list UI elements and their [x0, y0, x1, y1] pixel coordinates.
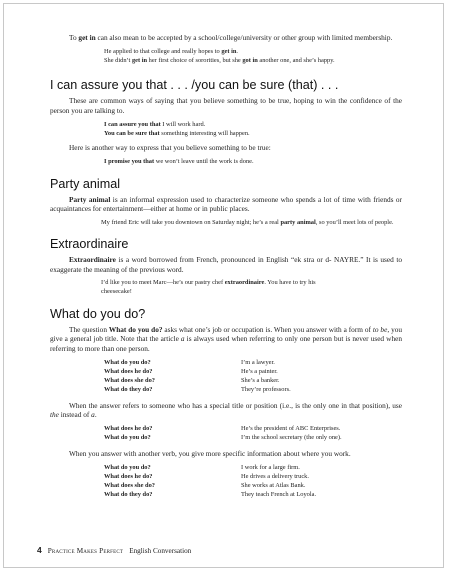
assure-example-2: You can be sure that something interesting will happen. [104, 129, 250, 137]
answer: I’m the school secretary (the only one). [241, 434, 342, 442]
page [3, 3, 444, 568]
assure-example-1: I can assure you that I will work hard. [104, 121, 206, 129]
answer: He’s a painter. [241, 367, 278, 375]
series-title: Practice Makes Perfect [47, 547, 124, 555]
heading-party-animal: Party animal [50, 177, 120, 192]
question: What do they do? [104, 385, 153, 393]
question: What do you do? [104, 359, 151, 367]
other-verb-table [104, 464, 402, 500]
page-footer [37, 545, 191, 555]
answer: They’re professors. [241, 385, 291, 393]
page-number: 4 [37, 545, 42, 555]
answer: He’s the president of ABC Enterprises. [241, 425, 341, 433]
extra-paragraph: Extraordinaire is a word borrowed from French, pronounced in English “ek stra or d- NAYRE.” It is used to exaggerate the meaning of the previous word. [50, 255, 402, 274]
assure-paragraph-2: Here is another way to express that you believe something to be true: [69, 143, 271, 153]
assure-example-3: I promise you that we won’t leave until the work is done. [104, 157, 254, 165]
question: What does she do? [104, 482, 155, 490]
answer: They teach French at Loyola. [241, 491, 317, 499]
question: What do they do? [104, 491, 153, 499]
heading-assure: I can assure you that . . . /you can be sure (that) . . . [50, 78, 339, 93]
job-title-table [104, 359, 402, 395]
answer: I work for a large firm. [241, 464, 300, 472]
question: What does he do? [104, 473, 153, 481]
intro-example-1: He applied to that college and really hopes to get in. [104, 48, 239, 56]
intro-example-2: She didn’t get in her first choice of sororities, but she got in another one, and she’s happy. [104, 56, 335, 64]
answer: She works at Atlas Bank. [241, 482, 306, 490]
what-paragraph: The question What do you do? asks what one’s job or occupation is. When you answer with a form of to be, you give a general job title. Note that the article a is always used when referring to only one person but is never used when referring to more than one person. [50, 325, 403, 353]
question: What do you do? [104, 464, 151, 472]
special-title-table [104, 425, 402, 443]
answer: He drives a delivery truck. [241, 473, 309, 481]
answer: She’s a banker. [241, 376, 280, 384]
book-title: English Conversation [129, 547, 192, 555]
heading-extraordinaire: Extraordinaire [50, 237, 129, 252]
page-content [50, 33, 402, 500]
what-paragraph-3: When you answer with another verb, you give more specific information about where you work. [69, 449, 351, 459]
question: What do you do? [104, 434, 151, 442]
assure-paragraph: These are common ways of saying that you believe something to be true, hoping to win the confidence of the person you are talking to. [50, 96, 402, 115]
party-example: My friend Eric will take you downtown on Saturday night; he’s a real party animal, so you’ll meet lots of people. [101, 218, 394, 226]
answer: I’m a lawyer. [241, 359, 275, 367]
question: What does he do? [104, 367, 153, 375]
extra-example: I’d like you to meet Marc—he’s our pastry chef extraordinaire. You have to try his cheesecake! [101, 278, 316, 295]
question: What does she do? [104, 376, 155, 384]
intro-paragraph: To get in can also mean to be accepted by a school/college/university or other group with limited membership. [69, 33, 393, 42]
question: What does he do? [104, 425, 153, 433]
party-paragraph: Party animal is an informal expression used to characterize someone who spends a lot of time with friends or acquaintances for entertainment—either at home or in public places. [50, 195, 402, 214]
heading-what-do-you-do: What do you do? [50, 307, 146, 322]
what-paragraph-2: When the answer refers to someone who has a special title or position (i.e., is the only one in that position), use the instead of a. [50, 400, 402, 419]
